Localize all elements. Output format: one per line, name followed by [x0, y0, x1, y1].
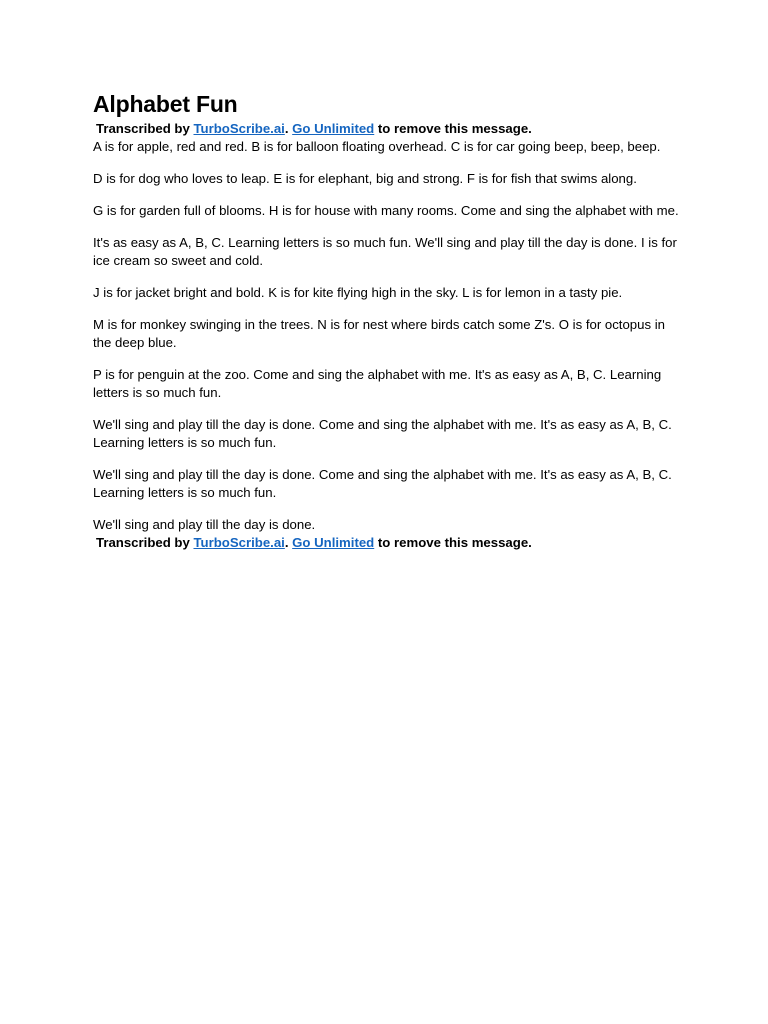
paragraph: G is for garden full of blooms. H is for house with many rooms. Come and sing the alphabet with me. — [93, 203, 679, 218]
turboscribe-link[interactable]: TurboScribe.ai — [193, 535, 285, 550]
paragraph: We'll sing and play till the day is done. Come and sing the alphabet with me. It's as easy as A, B, C. Learning letters is so much fun. — [93, 417, 672, 450]
document-title: Alphabet Fun — [93, 91, 238, 117]
notice-suffix: to remove this message. — [374, 121, 532, 136]
go-unlimited-link[interactable]: Go Unlimited — [292, 121, 375, 136]
notice-separator: . — [284, 535, 293, 550]
notice-prefix: Transcribed by — [96, 535, 194, 550]
paragraph: We'll sing and play till the day is done. Come and sing the alphabet with me. It's as easy as A, B, C. Learning letters is so much fun. — [93, 467, 672, 500]
paragraph: D is for dog who loves to leap. E is for elephant, big and strong. F is for fish that swims along. — [93, 171, 637, 186]
paragraph: We'll sing and play till the day is done. — [93, 517, 316, 532]
go-unlimited-link[interactable]: Go Unlimited — [292, 535, 375, 550]
paragraph: It's as easy as A, B, C. Learning letters is so much fun. We'll sing and play till the day is done. I is for ice cream so sweet and cold. — [93, 235, 677, 268]
transcription-notice-top — [93, 120, 683, 138]
paragraph: J is for jacket bright and bold. K is for kite flying high in the sky. L is for lemon in a tasty pie. — [93, 285, 623, 300]
turboscribe-link[interactable]: TurboScribe.ai — [193, 121, 285, 136]
document-page — [93, 88, 683, 552]
notice-suffix: to remove this message. — [374, 535, 532, 550]
notice-separator: . — [284, 121, 293, 136]
paragraph: M is for monkey swinging in the trees. N is for nest where birds catch some Z's. O is for octopus in the deep blue. — [93, 317, 665, 350]
paragraph: A is for apple, red and red. B is for balloon floating overhead. C is for car going beep, beep, beep. — [93, 139, 661, 154]
notice-prefix: Transcribed by — [96, 121, 194, 136]
paragraph: P is for penguin at the zoo. Come and sing the alphabet with me. It's as easy as A, B, C. Learning letters is so much fun. — [93, 367, 662, 400]
transcription-notice-bottom — [93, 534, 683, 552]
